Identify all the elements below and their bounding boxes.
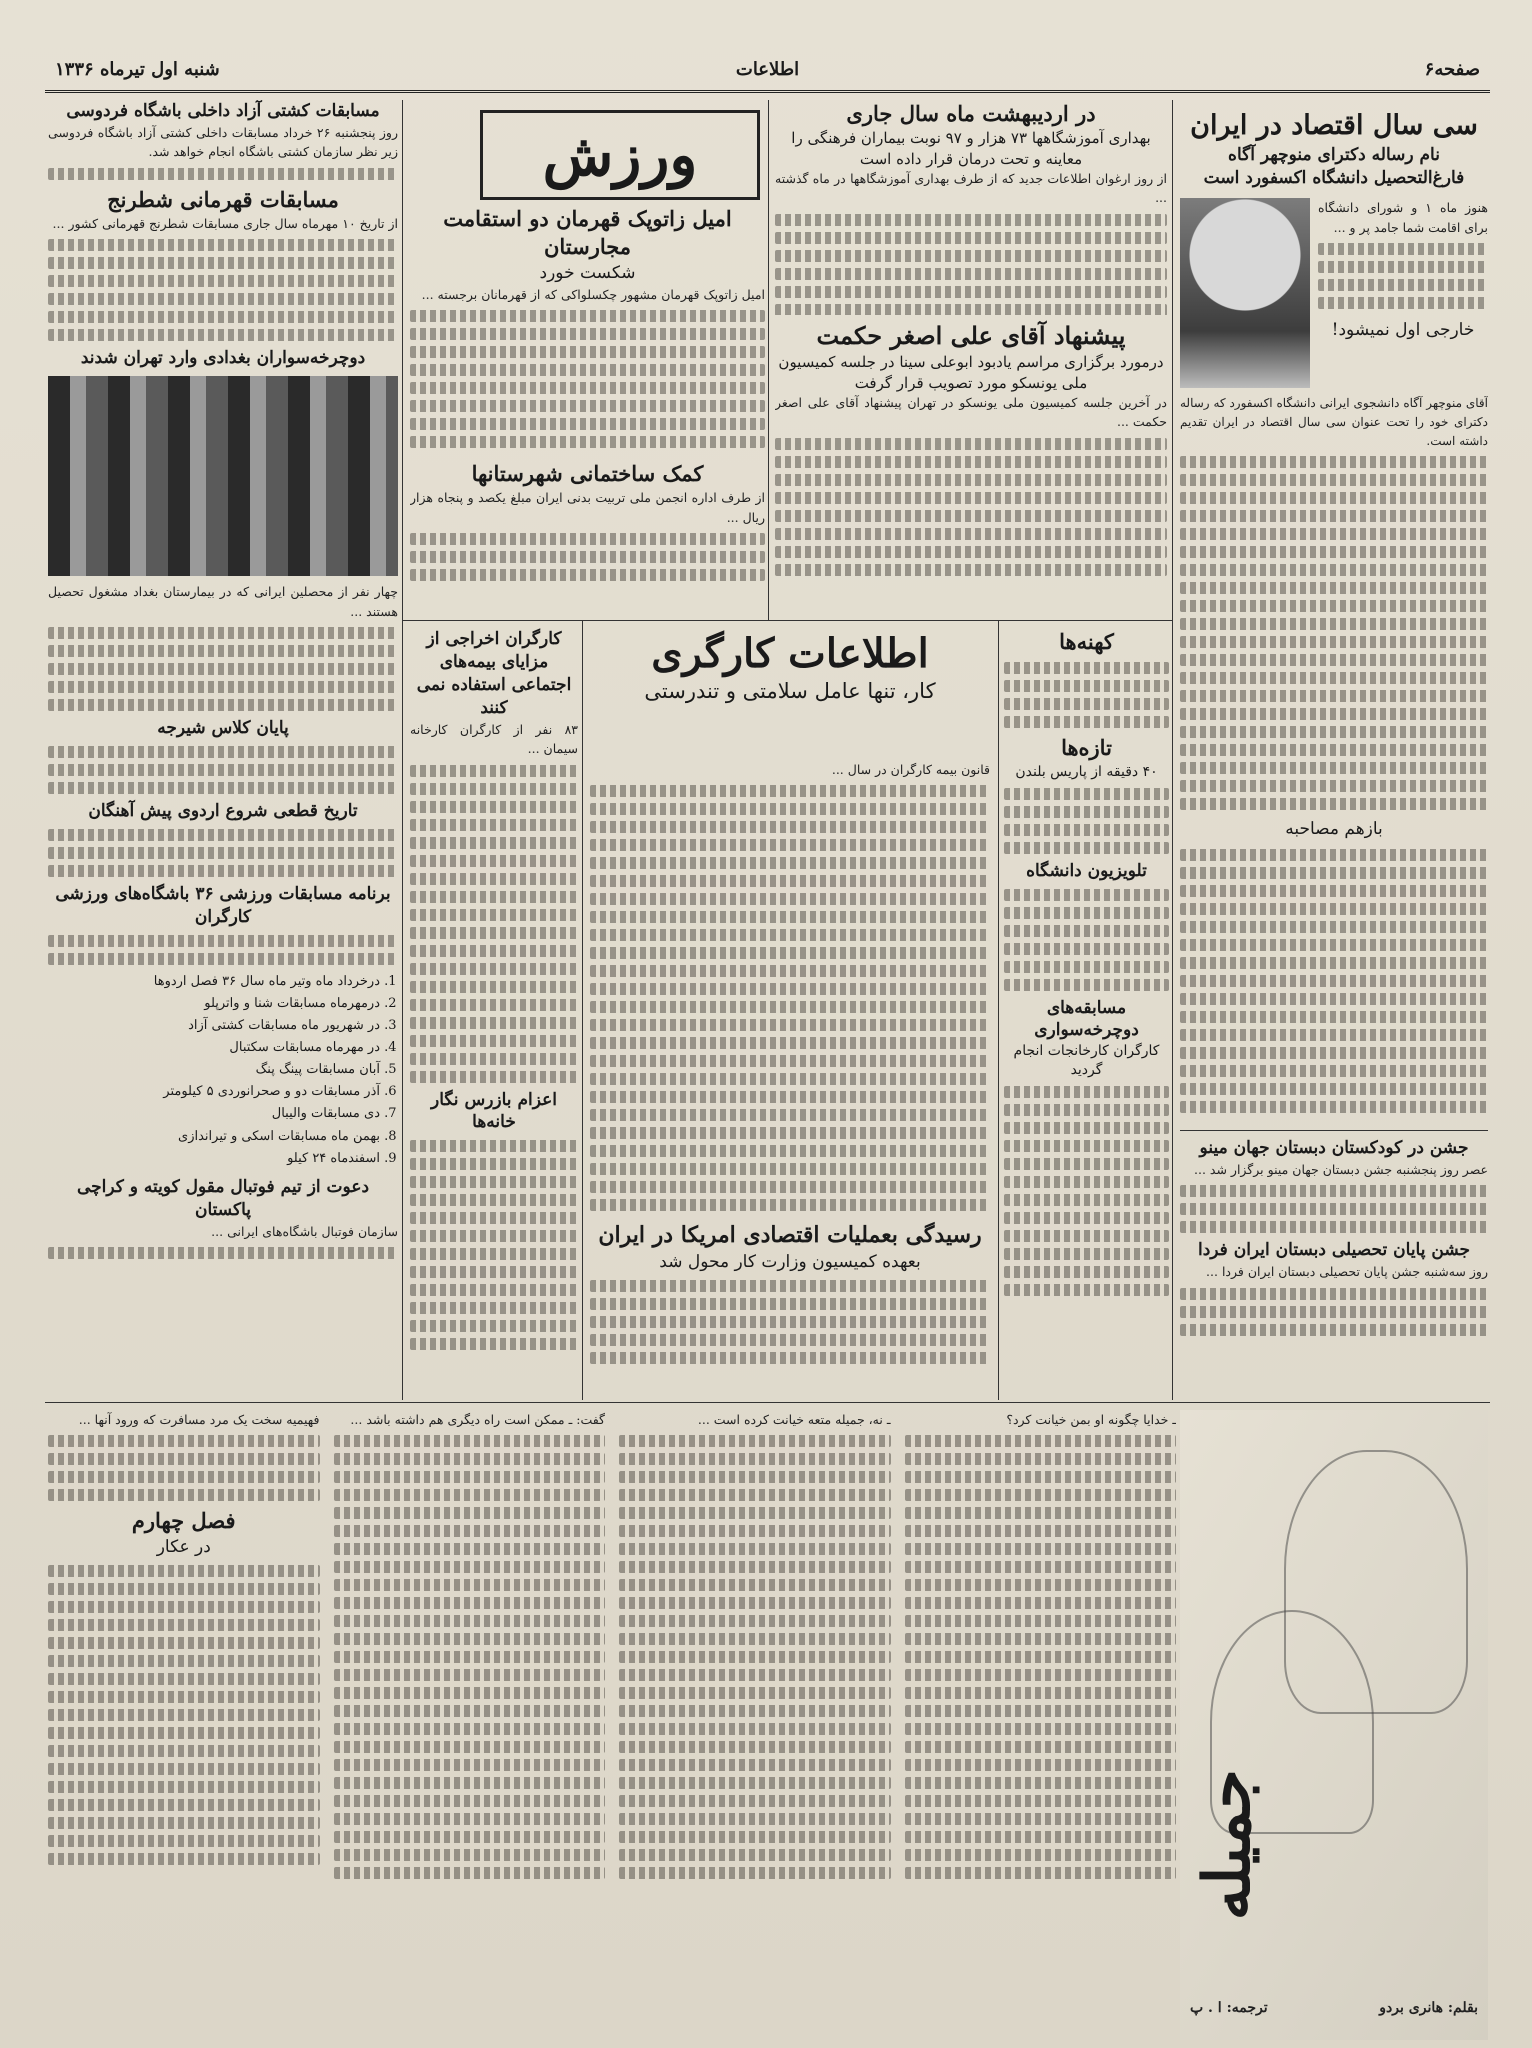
paris-london: ۴۰ دقیقه از پاریس بلندن — [1015, 763, 1158, 780]
chapter-subtitle: در عکار — [156, 1536, 211, 1557]
labor-main-text: قانون بیمه کارگران در سال ... — [831, 762, 990, 777]
program-item: 9. اسفندماه ۲۴ کیلو — [48, 1148, 380, 1170]
chess-text: از تاریخ ۱۰ مهرماه سال جاری مسابقات شطرنج قهرمانی کشور ... — [52, 216, 398, 232]
program-item: 8. بهمن ماه مسابقات اسکی و تیراندازی — [48, 1126, 380, 1148]
celebration-title-2: جشن پایان تحصیلی دبستان ایران فردا — [1198, 1240, 1470, 1261]
serial-translator: ترجمه: ا . پ — [1190, 2000, 1268, 2017]
program-item: 2. درمهرماه مسابقات شنا و واترپلو — [48, 993, 380, 1015]
labor-motto: کار، تنها عامل سلامتی و تندرستی — [644, 679, 936, 703]
divider — [45, 1402, 1490, 1403]
new-news-title: تازه‌ها — [1061, 735, 1112, 761]
zatopek-text: امیل زاتوپک قهرمان مشهور چکسلواکی که از قهرمانان برجسته ... — [421, 286, 765, 302]
program-item: 7. دی مسابقات والیبال — [48, 1103, 380, 1125]
program-item: 3. در شهریور ماه مسابقات کشتی آزاد — [48, 1015, 380, 1037]
health-title: در اردیبهشت ماه سال جاری — [846, 101, 1096, 126]
page-header — [45, 55, 1490, 93]
serial-col-2 — [619, 1410, 891, 2040]
help-article — [410, 460, 765, 615]
divider — [582, 620, 583, 1400]
labor-title: اطلاعات کارگری — [651, 630, 929, 677]
labor-banner — [590, 630, 990, 750]
celebration-text-2: روز سه‌شنبه جشن پایان تحصیلی دبستان ایران فردا ... — [1206, 1264, 1488, 1280]
zatopek-subtitle: شکست خورد — [539, 262, 636, 283]
economy-article — [1180, 108, 1488, 1126]
celebration-text-1: عصر روز پنجشنبه جشن دبستان جهان مینو برگزار شد ... — [1194, 1161, 1488, 1177]
labor-left — [410, 628, 578, 1398]
celebration-title-1: جشن در کودکستان دبستان جهان مینو — [1199, 1138, 1469, 1158]
economy-subtitle: نام رساله دکترای منوچهر آگاه فارغ‌التحصیل دانشگاه اکسفورد است — [1203, 145, 1465, 189]
serial-text-2: گفت: ـ ممکن است راه دیگری هم داشته باشد ... — [350, 1412, 605, 1427]
serial-text-3: ـ نه، جمیله متعه خیانت کرده است ... — [697, 1412, 891, 1427]
portrait-photo — [1180, 198, 1310, 388]
help-text: از طرف اداره انجمن ملی تربیت بدنی ایران مبلغ یکصد و پنجاه هزار ریال ... — [410, 490, 765, 525]
football-title: دعوت از تیم فوتبال مقول کویته و کراچی پاکستان — [76, 1176, 370, 1220]
paper-name: اطلاعات — [735, 59, 800, 80]
program-item: 6. آذر مسابقات دو و صحرانوردی ۵ کیلومتر — [48, 1081, 380, 1103]
sports-briefs — [48, 100, 398, 1400]
wrestling-title: مسابقات کشتی آزاد داخلی باشگاه فردوسی — [66, 101, 380, 121]
program-list — [48, 971, 398, 1170]
photo-caption: آقای منوچهر آگاه دانشجوی ایرانی دانشگاه اکسفورد که رساله دکترای خود را تحت عنوان سی سال اقتصاد در ایران تقدیم داشته است. — [1180, 396, 1488, 448]
serial-col-3 — [334, 1410, 606, 2040]
program-item: 1. درخرداد ماه وتیر ماه سال ۳۶ فصل اردوها — [48, 971, 380, 993]
program-item: 5. آبان مسابقات پینگ پنگ — [48, 1059, 380, 1081]
serial-illustration — [1180, 1410, 1488, 2040]
cycling-sub: کارگران کارخانجات انجام گردید — [1013, 1043, 1160, 1079]
celebrations-block — [1180, 1130, 1488, 1398]
serial-col-1 — [905, 1410, 1177, 2040]
old-news-title: کهنه‌ها — [1059, 629, 1114, 654]
labor-right — [1004, 628, 1169, 1398]
cyclists-photo — [48, 376, 398, 576]
diving-title: پایان کلاس شیرجه — [157, 718, 289, 739]
football-text: سازمان فوتبال باشگاه‌های ایرانی ... — [211, 1223, 398, 1239]
issue-date: شنبه اول تیرماه ۱۳۳۶ — [55, 59, 220, 80]
zatopek-title: امیل زاتوپک قهرمان دو استقامت مجارستان — [443, 206, 732, 260]
zatopek-article — [410, 205, 765, 455]
cycling-title: مسابقه‌های دوچرخه‌سواری — [1034, 997, 1139, 1041]
proposal-title: پیشنهاد آقای علی اصغر حکمت — [816, 321, 1126, 350]
chess-title: مسابقات قهرمانی شطرنج — [107, 186, 339, 212]
divider — [768, 100, 769, 620]
cyclists-title: دوچرخه‌سواران بغدادی وارد تهران شدند — [80, 348, 366, 369]
chapter-title: فصل چهارم — [131, 1508, 236, 1534]
divider — [998, 620, 999, 1400]
economy-subhead: خارجی اول نمیشود! — [1331, 320, 1475, 341]
help-title: کمک ساختمانی شهرستانها — [471, 461, 704, 486]
serial-title: جمیله — [1190, 1768, 1265, 1920]
page-number: صفحه۶ — [1424, 59, 1480, 80]
labor-left-title: کارگران اخراجی از مزایای بیمه‌های اجتماعی استفاده نمی کنند — [416, 629, 572, 718]
proposal-subtitle: درمورد برگزاری مراسم یادبود ابوعلی سینا در جلسه کمیسیون ملی یونسکو مورد تصویب قرار گرفت — [778, 353, 1164, 392]
labor-main-title: رسیدگی بعملیات اقتصادی امریکا در ایران — [598, 1222, 982, 1249]
cyclists-text: چهار نفر از محصلین ایرانی که در بیمارستان بغداد مشغول تحصیل هستند ... — [48, 584, 398, 619]
economy-subhead-2: بازهم مصاحبه — [1285, 819, 1383, 840]
camp-title: تاریخ قطعی شروع اردوی پیش آهنگان — [88, 801, 358, 822]
health-subtitle: بهداری آموزشگاهها ۷۳ هزار و ۹۷ نوبت بیماران فرهنگی را معاینه و تحت درمان قرار داده است — [791, 129, 1151, 168]
serial-text-1: فهیمیه سخت یک مرد مسافرت که ورود آنها ... — [78, 1412, 320, 1427]
serial-author: بقلم: هانری بردو — [1379, 2000, 1478, 2017]
proposal-article — [775, 320, 1167, 615]
labor-left-sub: اعزام بازرس نگار خانه‌ها — [431, 1089, 557, 1133]
labor-main — [590, 760, 990, 1400]
serial-text-4: ـ خدایا چگونه او بمن خیانت کرد؟ — [1006, 1412, 1176, 1427]
serial-text-block — [48, 1410, 1176, 2040]
wrestling-text: روز پنجشنبه ۲۶ خرداد مسابقات داخلی کشتی آزاد باشگاه فردوسی زیر نظر سازمان کشتی باشگاه انجام خواهد شد. — [48, 124, 398, 160]
labor-left-text: ۸۳ نفر از کارگران کارخانه سیمان ... — [410, 721, 578, 757]
divider — [403, 620, 1172, 621]
economy-text: هنوز ماه ۱ و شورای دانشگاه برای اقامت شما جامد پر و ... — [1318, 200, 1488, 235]
proposal-text: در آخرین جلسه کمیسیون ملی یونسکو در تهران پیشنهاد آقای علی اصغر حکمت ... — [775, 394, 1167, 430]
economy-title: سی سال اقتصاد در ایران — [1190, 110, 1478, 141]
health-text: از روز ارغوان اطلاعات جدید که از طرف بهداری آموزشگاهها در ماه گذشته ... — [775, 170, 1167, 206]
divider — [1172, 100, 1173, 1400]
serial-col-4 — [48, 1410, 320, 2040]
program-title: برنامه مسابقات ورزشی ۳۶ باشگاه‌های ورزشی کارگران — [55, 883, 391, 927]
divider — [402, 100, 403, 1400]
program-item: 4. در مهرماه مسابقات سکتبال — [48, 1037, 380, 1059]
sports-logo: ورزش — [480, 110, 760, 200]
health-article — [775, 100, 1167, 315]
tv-title: تلویزیون دانشگاه — [1026, 860, 1147, 881]
labor-main-subtitle: بعهده کمیسیون وزارت کار محول شد — [659, 1252, 921, 1273]
